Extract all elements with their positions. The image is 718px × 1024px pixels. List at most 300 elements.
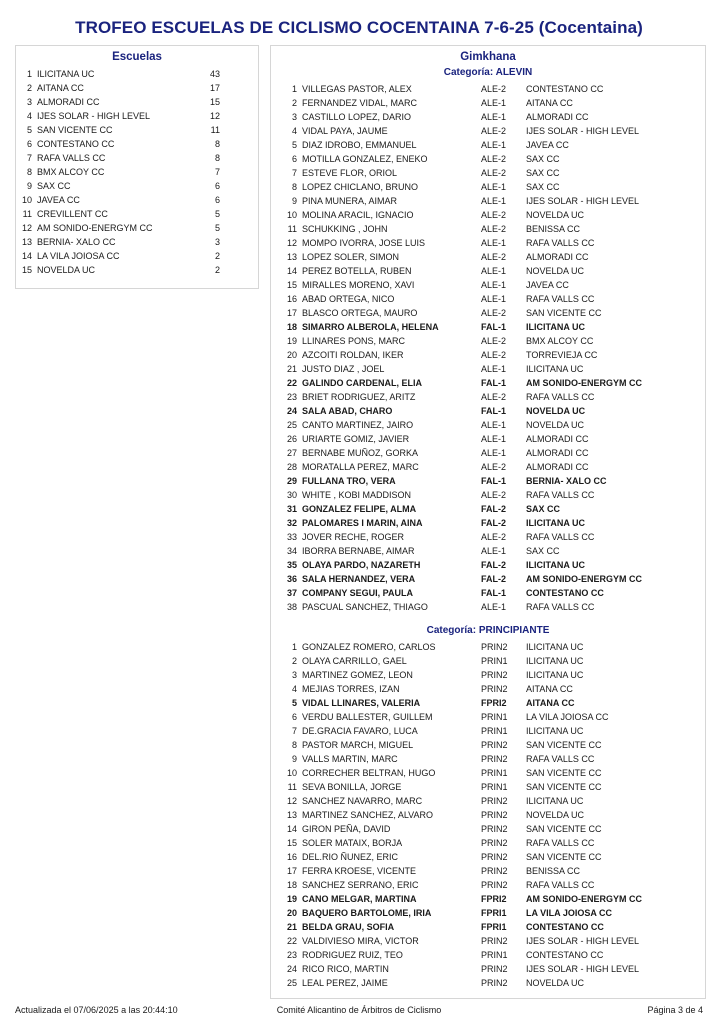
rider-club: ILICITANA UC — [526, 364, 584, 374]
rider-club: NOVELDA UC — [526, 978, 585, 988]
rider-club: ILICITANA UC — [526, 670, 584, 680]
school-row — [16, 109, 258, 123]
category-name: ALEVIN — [495, 67, 533, 78]
result-position: 2 — [291, 656, 297, 666]
result-position: 23 — [286, 392, 297, 402]
rider-club: ILICITANA UC — [526, 518, 585, 528]
result-position: 17 — [286, 308, 297, 318]
result-row — [271, 682, 705, 696]
rider-category: FPRI2 — [481, 894, 507, 904]
rider-club: BENISSA CC — [526, 224, 581, 234]
rider-name: MIRALLES MORENO, XAVI — [302, 280, 415, 290]
school-position: 5 — [26, 125, 32, 135]
result-position: 11 — [287, 782, 297, 792]
rider-category: FPRI2 — [481, 698, 507, 708]
school-row — [16, 81, 258, 95]
result-position: 1 — [291, 642, 297, 652]
school-points: 17 — [209, 83, 220, 93]
rider-name: JOVER RECHE, ROGER — [302, 532, 405, 542]
rider-category: FAL-1 — [481, 476, 507, 486]
rider-name: URIARTE GOMIZ, JAVIER — [302, 434, 410, 444]
result-row — [271, 766, 705, 780]
result-position: 9 — [291, 754, 297, 764]
rider-club: SAN VICENTE CC — [526, 740, 602, 750]
school-row — [16, 95, 258, 109]
school-points: 8 — [214, 139, 220, 149]
result-position: 5 — [291, 140, 297, 150]
result-row — [271, 962, 705, 976]
result-row — [271, 96, 705, 110]
rider-club: IJES SOLAR - HIGH LEVEL — [526, 126, 640, 136]
page-title: TROFEO ESCUELAS DE CICLISMO COCENTAINA 7-6-25 (Cocentaina) — [75, 18, 643, 37]
result-position: 36 — [286, 574, 297, 584]
rider-club: NOVELDA UC — [526, 420, 585, 430]
rider-club: SAX CC — [526, 154, 560, 164]
school-position: 11 — [22, 209, 32, 219]
category-name: PRINCIPIANTE — [478, 625, 550, 636]
result-row — [271, 362, 705, 376]
rider-club: RAFA VALLS CC — [526, 532, 595, 542]
rider-category: PRIN1 — [481, 656, 508, 666]
result-position: 21 — [286, 922, 297, 932]
school-position: 7 — [26, 153, 32, 163]
rider-category: FAL-2 — [481, 518, 507, 528]
result-row — [271, 236, 705, 250]
rider-club: BMX ALCOY CC — [526, 336, 594, 346]
rider-category: ALE-1 — [481, 112, 507, 122]
result-row — [271, 530, 705, 544]
rider-category: FAL-2 — [481, 504, 507, 514]
rider-club: NOVELDA UC — [526, 266, 585, 276]
rider-name: PASCUAL SANCHEZ, THIAGO — [302, 602, 428, 612]
result-row — [271, 334, 705, 348]
rider-name: MOTILLA GONZALEZ, ENEKO — [302, 154, 428, 164]
rider-name: SIMARRO ALBEROLA, HELENA — [302, 322, 439, 332]
result-position: 4 — [291, 684, 297, 694]
result-position: 8 — [291, 182, 297, 192]
school-name: CREVILLENT CC — [37, 209, 108, 219]
result-position: 14 — [286, 266, 297, 276]
rider-club: AITANA CC — [526, 698, 575, 708]
rider-name: SEVA BONILLA, JORGE — [302, 782, 402, 792]
gimkhana-panel-title: Gimkhana — [460, 51, 516, 63]
result-position: 20 — [286, 350, 297, 360]
result-row — [271, 250, 705, 264]
rider-category: FAL-1 — [481, 322, 507, 332]
result-row — [271, 906, 705, 920]
rider-category: ALE-2 — [481, 490, 507, 500]
result-row — [271, 696, 705, 710]
school-name: LA VILA JOIOSA CC — [37, 251, 120, 261]
rider-name: GONZALEZ ROMERO, CARLOS — [302, 642, 436, 652]
rider-category: ALE-1 — [481, 448, 507, 458]
rider-name: ABAD ORTEGA, NICO — [302, 294, 395, 304]
school-points: 6 — [214, 195, 220, 205]
rider-category: ALE-2 — [481, 84, 507, 94]
rider-club: SAN VICENTE CC — [526, 308, 602, 318]
rider-club: SAN VICENTE CC — [526, 782, 602, 792]
result-position: 3 — [291, 112, 297, 122]
rider-category: FAL-1 — [481, 588, 507, 598]
rider-category: PRIN2 — [481, 852, 508, 862]
school-position: 10 — [21, 195, 32, 205]
rider-name: VILLEGAS PASTOR, ALEX — [302, 84, 412, 94]
result-position: 34 — [286, 546, 297, 556]
rider-club: SAN VICENTE CC — [526, 824, 602, 834]
result-row — [271, 934, 705, 948]
result-row — [271, 110, 705, 124]
rider-category: ALE-1 — [481, 238, 507, 248]
rider-name: PALOMARES I MARIN, AINA — [302, 518, 423, 528]
rider-name: PASTOR MARCH, MIGUEL — [302, 740, 414, 750]
result-row — [271, 948, 705, 962]
rider-name: SOLER MATAIX, BORJA — [302, 838, 403, 848]
school-row — [16, 235, 258, 249]
result-position: 15 — [286, 280, 297, 290]
rider-category: PRIN2 — [481, 824, 508, 834]
school-position: 15 — [21, 265, 32, 275]
rider-name: OLAYA PARDO, NAZARETH — [302, 560, 421, 570]
school-name: RAFA VALLS CC — [37, 153, 106, 163]
rider-name: MOLINA ARACIL, IGNACIO — [302, 210, 414, 220]
rider-club: ALMORADI CC — [526, 448, 589, 458]
result-position: 9 — [291, 196, 297, 206]
result-position: 2 — [291, 98, 297, 108]
result-position: 38 — [286, 602, 297, 612]
rider-category: ALE-2 — [481, 154, 507, 164]
rider-club: SAX CC — [526, 182, 560, 192]
result-row — [271, 668, 705, 682]
school-name: NOVELDA UC — [37, 265, 96, 275]
rider-category: ALE-2 — [481, 210, 507, 220]
rider-name: PEREZ BOTELLA, RUBEN — [302, 266, 412, 276]
rider-name: LOPEZ CHICLANO, BRUNO — [302, 182, 419, 192]
result-position: 19 — [286, 336, 297, 346]
category-heading — [271, 623, 705, 640]
result-position: 18 — [286, 322, 297, 332]
school-name: CONTESTANO CC — [37, 139, 115, 149]
rider-category: ALE-2 — [481, 168, 507, 178]
rider-club: AITANA CC — [526, 684, 573, 694]
school-points: 2 — [214, 251, 220, 261]
page-footer — [0, 1003, 718, 1017]
rider-category: FPRI1 — [481, 922, 507, 932]
rider-category: PRIN2 — [481, 838, 508, 848]
rider-name: MARTINEZ SANCHEZ, ALVARO — [302, 810, 434, 820]
result-position: 17 — [286, 866, 297, 876]
rider-name: RICO RICO, MARTIN — [302, 964, 389, 974]
result-row — [271, 976, 705, 990]
result-list — [271, 82, 705, 614]
result-row — [271, 432, 705, 446]
rider-category: ALE-2 — [481, 224, 507, 234]
rider-club: NOVELDA UC — [526, 810, 585, 820]
rider-category: FAL-2 — [481, 574, 507, 584]
schools-panel-title: Escuelas — [112, 51, 162, 63]
rider-category: ALE-1 — [481, 420, 507, 430]
rider-name: VIDAL PAYA, JAUME — [302, 126, 388, 136]
school-points: 7 — [214, 167, 220, 177]
rider-club: AITANA CC — [526, 98, 573, 108]
school-name: ILICITANA UC — [37, 69, 95, 79]
rider-name: LOPEZ SOLER, SIMON — [302, 252, 400, 262]
rider-name: VALLS MARTIN, MARC — [302, 754, 398, 764]
rider-category: ALE-1 — [481, 280, 507, 290]
rider-category: ALE-1 — [481, 98, 507, 108]
rider-category: PRIN2 — [481, 796, 508, 806]
rider-club: SAX CC — [526, 504, 561, 514]
school-points: 2 — [214, 265, 220, 275]
result-position: 20 — [286, 908, 297, 918]
result-row — [271, 850, 705, 864]
rider-club: LA VILA JOIOSA CC — [526, 712, 609, 722]
rider-name: BELDA GRAU, SOFIA — [302, 922, 395, 932]
result-position: 24 — [286, 964, 297, 974]
rider-name: FULLANA TRO, VERA — [302, 476, 396, 486]
rider-category: ALE-1 — [481, 602, 507, 612]
category-results — [271, 65, 705, 990]
result-row — [271, 544, 705, 558]
result-position: 31 — [286, 504, 297, 514]
rider-club: RAFA VALLS CC — [526, 294, 595, 304]
rider-club: ALMORADI CC — [526, 434, 589, 444]
rider-category: PRIN2 — [481, 670, 508, 680]
rider-name: SANCHEZ SERRANO, ERIC — [302, 880, 419, 890]
rider-name: IBORRA BERNABE, AIMAR — [302, 546, 415, 556]
rider-category: ALE-1 — [481, 140, 507, 150]
rider-name: WHITE , KOBI MADDISON — [302, 490, 412, 500]
schools-list — [16, 67, 258, 277]
result-position: 7 — [291, 168, 297, 178]
rider-club: ALMORADI CC — [526, 252, 589, 262]
result-position: 16 — [286, 294, 297, 304]
result-row — [271, 446, 705, 460]
school-name: IJES SOLAR - HIGH LEVEL — [37, 111, 151, 121]
rider-category: PRIN1 — [481, 782, 508, 792]
school-row — [16, 165, 258, 179]
rider-name: FERRA KROESE, VICENTE — [302, 866, 417, 876]
school-position: 1 — [26, 69, 32, 79]
rider-club: TORREVIEJA CC — [526, 350, 598, 360]
school-name: AM SONIDO-ENERGYM CC — [37, 223, 153, 233]
footer-page-number: Página 3 de 4 — [647, 1005, 703, 1015]
result-position: 7 — [291, 726, 297, 736]
school-points: 6 — [214, 181, 220, 191]
result-row — [271, 166, 705, 180]
rider-club: ALMORADI CC — [526, 112, 589, 122]
school-name: JAVEA CC — [37, 195, 80, 205]
rider-club: AM SONIDO-ENERGYM CC — [526, 574, 643, 584]
rider-name: SALA HERNANDEZ, VERA — [302, 574, 416, 584]
result-position: 32 — [286, 518, 297, 528]
rider-category: ALE-2 — [481, 252, 507, 262]
rider-name: RODRIGUEZ RUIZ, TEO — [302, 950, 403, 960]
result-row — [271, 558, 705, 572]
result-row — [271, 878, 705, 892]
result-position: 33 — [286, 532, 297, 542]
school-points: 8 — [214, 153, 220, 163]
school-name: BMX ALCOY CC — [37, 167, 105, 177]
rider-category: PRIN1 — [481, 726, 508, 736]
school-points: 15 — [209, 97, 220, 107]
rider-club: RAFA VALLS CC — [526, 838, 595, 848]
rider-club: RAFA VALLS CC — [526, 490, 595, 500]
result-position: 5 — [291, 698, 297, 708]
rider-name: COMPANY SEGUI, PAULA — [302, 588, 414, 598]
rider-category: PRIN2 — [481, 642, 508, 652]
result-position: 24 — [286, 406, 297, 416]
result-row — [271, 780, 705, 794]
result-row — [271, 320, 705, 334]
result-position: 11 — [287, 224, 297, 234]
rider-club: JAVEA CC — [526, 140, 569, 150]
rider-club: SAN VICENTE CC — [526, 852, 602, 862]
rider-name: OLAYA CARRILLO, GAEL — [302, 656, 407, 666]
rider-category: FAL-1 — [481, 378, 507, 388]
rider-category: PRIN1 — [481, 950, 508, 960]
schools-panel — [15, 45, 259, 289]
rider-club: ILICITANA UC — [526, 726, 584, 736]
rider-club: CONTESTANO CC — [526, 922, 604, 932]
rider-club: ILICITANA UC — [526, 796, 584, 806]
school-points: 5 — [214, 223, 220, 233]
rider-category: ALE-1 — [481, 266, 507, 276]
school-row — [16, 249, 258, 263]
rider-club: SAX CC — [526, 546, 560, 556]
result-row — [271, 892, 705, 906]
category-spacer — [271, 614, 705, 623]
school-name: SAX CC — [37, 181, 71, 191]
category-label: Categoría: — [426, 625, 477, 636]
result-position: 37 — [286, 588, 297, 598]
footer-updated: Actualizada el 07/06/2025 a las 20:44:10 — [15, 1005, 178, 1015]
result-position: 3 — [291, 670, 297, 680]
rider-name: SANCHEZ NAVARRO, MARC — [302, 796, 423, 806]
school-points: 12 — [209, 111, 220, 121]
rider-club: NOVELDA UC — [526, 406, 586, 416]
result-row — [271, 194, 705, 208]
rider-name: GONZALEZ FELIPE, ALMA — [302, 504, 417, 514]
rider-club: AM SONIDO-ENERGYM CC — [526, 378, 643, 388]
rider-category: PRIN2 — [481, 740, 508, 750]
result-row — [271, 348, 705, 362]
school-name: BERNIA- XALO CC — [37, 237, 116, 247]
result-position: 35 — [286, 560, 297, 570]
rider-club: CONTESTANO CC — [526, 84, 604, 94]
result-row — [271, 640, 705, 654]
rider-name: GALINDO CARDENAL, ELIA — [302, 378, 422, 388]
rider-club: LA VILA JOIOSA CC — [526, 908, 613, 918]
school-points: 43 — [209, 69, 220, 79]
rider-club: RAFA VALLS CC — [526, 392, 595, 402]
rider-name: VIDAL LLINARES, VALERIA — [302, 698, 421, 708]
result-position: 6 — [291, 712, 297, 722]
rider-name: CANTO MARTINEZ, JAIRO — [302, 420, 414, 430]
rider-name: BAQUERO BARTOLOME, IRIA — [302, 908, 432, 918]
result-row — [271, 752, 705, 766]
rider-name: GIRON PEÑA, DAVID — [302, 824, 391, 834]
rider-category: ALE-2 — [481, 462, 507, 472]
result-row — [271, 920, 705, 934]
result-position: 26 — [286, 434, 297, 444]
result-position: 22 — [286, 378, 297, 388]
school-row — [16, 193, 258, 207]
rider-category: ALE-2 — [481, 126, 507, 136]
rider-club: CONTESTANO CC — [526, 950, 604, 960]
result-position: 18 — [286, 880, 297, 890]
result-row — [271, 488, 705, 502]
rider-category: ALE-1 — [481, 294, 507, 304]
school-name: AITANA CC — [37, 83, 84, 93]
result-row — [271, 208, 705, 222]
rider-name: FERNANDEZ VIDAL, MARC — [302, 98, 418, 108]
rider-club: ILICITANA UC — [526, 322, 585, 332]
school-points: 3 — [214, 237, 220, 247]
rider-name: ESTEVE FLOR, ORIOL — [302, 168, 398, 178]
result-position: 16 — [286, 852, 297, 862]
result-row — [271, 264, 705, 278]
rider-name: PINA MUNERA, AIMAR — [302, 196, 398, 206]
gimkhana-panel — [270, 45, 706, 999]
rider-name: MARTINEZ GOMEZ, LEON — [302, 670, 413, 680]
rider-category: PRIN2 — [481, 978, 508, 988]
result-row — [271, 586, 705, 600]
rider-category: PRIN2 — [481, 754, 508, 764]
result-row — [271, 836, 705, 850]
result-position: 15 — [286, 838, 297, 848]
result-row — [271, 516, 705, 530]
result-position: 29 — [286, 476, 297, 486]
result-row — [271, 390, 705, 404]
rider-category: PRIN1 — [481, 712, 508, 722]
rider-category: PRIN2 — [481, 684, 508, 694]
rider-category: ALE-1 — [481, 434, 507, 444]
result-position: 10 — [286, 210, 297, 220]
result-position: 13 — [286, 810, 297, 820]
result-row — [271, 460, 705, 474]
result-position: 4 — [291, 126, 297, 136]
result-position: 25 — [286, 420, 297, 430]
result-position: 12 — [286, 238, 297, 248]
rider-name: SCHUKKING , JOHN — [302, 224, 388, 234]
rider-club: AM SONIDO-ENERGYM CC — [526, 894, 643, 904]
rider-club: SAN VICENTE CC — [526, 768, 602, 778]
result-row — [271, 278, 705, 292]
result-row — [271, 808, 705, 822]
rider-club: RAFA VALLS CC — [526, 238, 595, 248]
school-position: 6 — [26, 139, 32, 149]
result-row — [271, 502, 705, 516]
rider-name: VERDU BALLESTER, GUILLEM — [302, 712, 433, 722]
school-name: SAN VICENTE CC — [37, 125, 113, 135]
rider-club: ILICITANA UC — [526, 642, 584, 652]
school-points: 11 — [210, 125, 220, 135]
rider-category: ALE-1 — [481, 364, 507, 374]
result-row — [271, 138, 705, 152]
result-row — [271, 152, 705, 166]
result-row — [271, 822, 705, 836]
rider-club: IJES SOLAR - HIGH LEVEL — [526, 196, 640, 206]
rider-club: ILICITANA UC — [526, 560, 585, 570]
result-row — [271, 124, 705, 138]
school-row — [16, 221, 258, 235]
rider-name: BERNABE MUÑOZ, GORKA — [302, 448, 419, 458]
result-row — [271, 572, 705, 586]
school-row — [16, 207, 258, 221]
result-row — [271, 600, 705, 614]
rider-club: SAX CC — [526, 168, 560, 178]
school-row — [16, 179, 258, 193]
